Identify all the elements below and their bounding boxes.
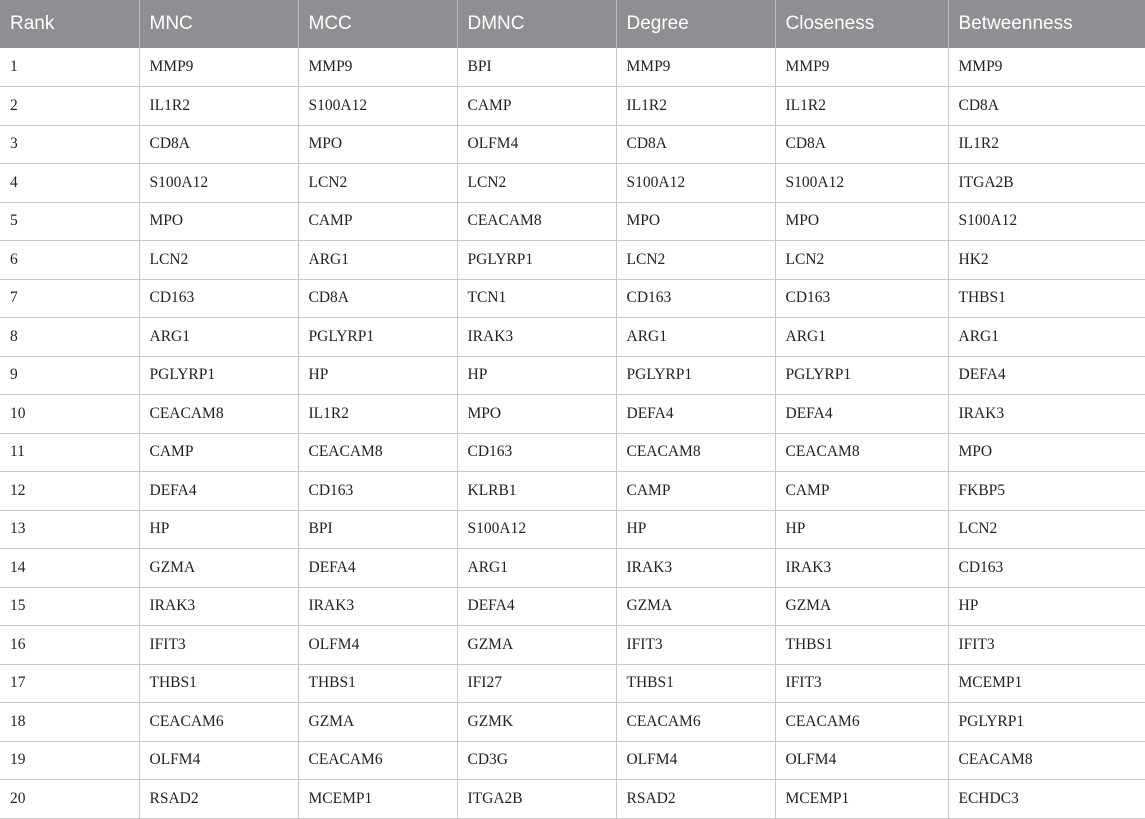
cell-mnc: CD163 bbox=[139, 279, 298, 318]
cell-betweenness: THBS1 bbox=[948, 279, 1145, 318]
cell-rank: 6 bbox=[0, 241, 139, 280]
cell-mnc: OLFM4 bbox=[139, 741, 298, 780]
cell-mnc: IRAK3 bbox=[139, 587, 298, 626]
table-row bbox=[0, 587, 1145, 626]
cell-mnc: MPO bbox=[139, 202, 298, 241]
cell-mnc: MMP9 bbox=[139, 48, 298, 87]
cell-betweenness: CD163 bbox=[948, 549, 1145, 588]
cell-degree: CD8A bbox=[616, 125, 775, 164]
cell-mnc: CEACAM6 bbox=[139, 703, 298, 742]
cell-mcc: THBS1 bbox=[298, 664, 457, 703]
table-row bbox=[0, 780, 1145, 819]
cell-dmnc: CEACAM8 bbox=[457, 202, 616, 241]
table-row bbox=[0, 241, 1145, 280]
cell-rank: 17 bbox=[0, 664, 139, 703]
cell-mnc: IL1R2 bbox=[139, 87, 298, 126]
cell-degree: CAMP bbox=[616, 472, 775, 511]
cell-closeness: IL1R2 bbox=[775, 87, 948, 126]
cell-degree: OLFM4 bbox=[616, 741, 775, 780]
cell-dmnc: TCN1 bbox=[457, 279, 616, 318]
table-row bbox=[0, 626, 1145, 665]
cell-betweenness: MCEMP1 bbox=[948, 664, 1145, 703]
cell-rank: 16 bbox=[0, 626, 139, 665]
cell-degree: THBS1 bbox=[616, 664, 775, 703]
cell-mcc: HP bbox=[298, 356, 457, 395]
cell-mcc: LCN2 bbox=[298, 164, 457, 203]
cell-mnc: CEACAM8 bbox=[139, 395, 298, 434]
cell-dmnc: CD163 bbox=[457, 433, 616, 472]
cell-betweenness: PGLYRP1 bbox=[948, 703, 1145, 742]
cell-mnc: THBS1 bbox=[139, 664, 298, 703]
cell-rank: 12 bbox=[0, 472, 139, 511]
cell-betweenness: ECHDC3 bbox=[948, 780, 1145, 819]
cell-mcc: DEFA4 bbox=[298, 549, 457, 588]
cell-closeness: HP bbox=[775, 510, 948, 549]
table-row bbox=[0, 279, 1145, 318]
cell-dmnc: PGLYRP1 bbox=[457, 241, 616, 280]
cell-dmnc: MPO bbox=[457, 395, 616, 434]
cell-mnc: IFIT3 bbox=[139, 626, 298, 665]
table-row bbox=[0, 741, 1145, 780]
cell-betweenness: IL1R2 bbox=[948, 125, 1145, 164]
cell-dmnc: OLFM4 bbox=[457, 125, 616, 164]
cell-closeness: OLFM4 bbox=[775, 741, 948, 780]
table-row bbox=[0, 164, 1145, 203]
cell-dmnc: IRAK3 bbox=[457, 318, 616, 357]
cell-mnc: LCN2 bbox=[139, 241, 298, 280]
table-row bbox=[0, 87, 1145, 126]
cell-closeness: CEACAM8 bbox=[775, 433, 948, 472]
cell-mnc: GZMA bbox=[139, 549, 298, 588]
cell-rank: 19 bbox=[0, 741, 139, 780]
cell-dmnc: GZMK bbox=[457, 703, 616, 742]
column-header-degree: Degree bbox=[616, 0, 775, 48]
cell-closeness: CAMP bbox=[775, 472, 948, 511]
cell-mnc: S100A12 bbox=[139, 164, 298, 203]
cell-closeness: CD8A bbox=[775, 125, 948, 164]
cell-rank: 13 bbox=[0, 510, 139, 549]
cell-closeness: MPO bbox=[775, 202, 948, 241]
cell-degree: RSAD2 bbox=[616, 780, 775, 819]
cell-degree: ARG1 bbox=[616, 318, 775, 357]
table-row bbox=[0, 356, 1145, 395]
cell-dmnc: KLRB1 bbox=[457, 472, 616, 511]
cell-betweenness: MMP9 bbox=[948, 48, 1145, 87]
cell-rank: 1 bbox=[0, 48, 139, 87]
cell-degree: PGLYRP1 bbox=[616, 356, 775, 395]
cell-degree: MMP9 bbox=[616, 48, 775, 87]
cell-betweenness: LCN2 bbox=[948, 510, 1145, 549]
cell-closeness: MCEMP1 bbox=[775, 780, 948, 819]
cell-dmnc: S100A12 bbox=[457, 510, 616, 549]
table-body bbox=[0, 48, 1145, 818]
cell-rank: 10 bbox=[0, 395, 139, 434]
cell-mcc: ARG1 bbox=[298, 241, 457, 280]
cell-mcc: CEACAM8 bbox=[298, 433, 457, 472]
table-row bbox=[0, 125, 1145, 164]
column-header-dmnc: DMNC bbox=[457, 0, 616, 48]
cell-betweenness: CEACAM8 bbox=[948, 741, 1145, 780]
cell-betweenness: FKBP5 bbox=[948, 472, 1145, 511]
cell-dmnc: IFI27 bbox=[457, 664, 616, 703]
cell-closeness: CD163 bbox=[775, 279, 948, 318]
column-header-betweenness: Betweenness bbox=[948, 0, 1145, 48]
cell-betweenness: MPO bbox=[948, 433, 1145, 472]
table-header bbox=[0, 0, 1145, 48]
cell-closeness: IRAK3 bbox=[775, 549, 948, 588]
cell-degree: DEFA4 bbox=[616, 395, 775, 434]
cell-closeness: PGLYRP1 bbox=[775, 356, 948, 395]
cell-betweenness: ITGA2B bbox=[948, 164, 1145, 203]
cell-rank: 7 bbox=[0, 279, 139, 318]
cell-mnc: CD8A bbox=[139, 125, 298, 164]
cell-rank: 9 bbox=[0, 356, 139, 395]
cell-mnc: HP bbox=[139, 510, 298, 549]
cell-closeness: IFIT3 bbox=[775, 664, 948, 703]
table-row bbox=[0, 202, 1145, 241]
cell-rank: 11 bbox=[0, 433, 139, 472]
cell-dmnc: BPI bbox=[457, 48, 616, 87]
cell-mcc: MCEMP1 bbox=[298, 780, 457, 819]
column-header-rank: Rank bbox=[0, 0, 139, 48]
cell-mcc: CD8A bbox=[298, 279, 457, 318]
cell-mnc: ARG1 bbox=[139, 318, 298, 357]
cell-closeness: THBS1 bbox=[775, 626, 948, 665]
cell-dmnc: LCN2 bbox=[457, 164, 616, 203]
column-header-mcc: MCC bbox=[298, 0, 457, 48]
cell-dmnc: HP bbox=[457, 356, 616, 395]
cell-mcc: CD163 bbox=[298, 472, 457, 511]
cell-degree: GZMA bbox=[616, 587, 775, 626]
cell-degree: IFIT3 bbox=[616, 626, 775, 665]
cell-rank: 4 bbox=[0, 164, 139, 203]
cell-mnc: DEFA4 bbox=[139, 472, 298, 511]
table-row bbox=[0, 703, 1145, 742]
table-row bbox=[0, 433, 1145, 472]
cell-dmnc: CAMP bbox=[457, 87, 616, 126]
table-row bbox=[0, 549, 1145, 588]
cell-betweenness: HP bbox=[948, 587, 1145, 626]
cell-dmnc: GZMA bbox=[457, 626, 616, 665]
cell-mnc: PGLYRP1 bbox=[139, 356, 298, 395]
cell-closeness: MMP9 bbox=[775, 48, 948, 87]
cell-mcc: PGLYRP1 bbox=[298, 318, 457, 357]
cell-rank: 18 bbox=[0, 703, 139, 742]
cell-degree: CEACAM6 bbox=[616, 703, 775, 742]
table-row bbox=[0, 48, 1145, 87]
cell-rank: 15 bbox=[0, 587, 139, 626]
cell-rank: 2 bbox=[0, 87, 139, 126]
cell-mcc: MMP9 bbox=[298, 48, 457, 87]
cell-mnc: RSAD2 bbox=[139, 780, 298, 819]
table-row bbox=[0, 472, 1145, 511]
cell-degree: IL1R2 bbox=[616, 87, 775, 126]
cell-dmnc: ARG1 bbox=[457, 549, 616, 588]
cell-dmnc: ITGA2B bbox=[457, 780, 616, 819]
cell-betweenness: IRAK3 bbox=[948, 395, 1145, 434]
cell-betweenness: S100A12 bbox=[948, 202, 1145, 241]
cell-mnc: CAMP bbox=[139, 433, 298, 472]
cell-betweenness: CD8A bbox=[948, 87, 1145, 126]
cell-mcc: IL1R2 bbox=[298, 395, 457, 434]
cell-rank: 5 bbox=[0, 202, 139, 241]
cell-mcc: CAMP bbox=[298, 202, 457, 241]
column-header-mnc: MNC bbox=[139, 0, 298, 48]
cell-rank: 3 bbox=[0, 125, 139, 164]
cell-betweenness: ARG1 bbox=[948, 318, 1145, 357]
cell-mcc: CEACAM6 bbox=[298, 741, 457, 780]
cell-rank: 8 bbox=[0, 318, 139, 357]
cell-mcc: OLFM4 bbox=[298, 626, 457, 665]
cell-closeness: ARG1 bbox=[775, 318, 948, 357]
cell-closeness: GZMA bbox=[775, 587, 948, 626]
cell-dmnc: DEFA4 bbox=[457, 587, 616, 626]
table-row bbox=[0, 395, 1145, 434]
column-header-closeness: Closeness bbox=[775, 0, 948, 48]
table-row bbox=[0, 664, 1145, 703]
cell-closeness: LCN2 bbox=[775, 241, 948, 280]
cell-rank: 20 bbox=[0, 780, 139, 819]
cell-rank: 14 bbox=[0, 549, 139, 588]
cell-degree: S100A12 bbox=[616, 164, 775, 203]
header-row bbox=[0, 0, 1145, 48]
cell-dmnc: CD3G bbox=[457, 741, 616, 780]
cell-mcc: MPO bbox=[298, 125, 457, 164]
cell-mcc: BPI bbox=[298, 510, 457, 549]
table-row bbox=[0, 318, 1145, 357]
cell-degree: MPO bbox=[616, 202, 775, 241]
table-row bbox=[0, 510, 1145, 549]
cell-betweenness: HK2 bbox=[948, 241, 1145, 280]
cell-mcc: GZMA bbox=[298, 703, 457, 742]
cell-betweenness: DEFA4 bbox=[948, 356, 1145, 395]
cell-mcc: S100A12 bbox=[298, 87, 457, 126]
cell-degree: IRAK3 bbox=[616, 549, 775, 588]
cell-betweenness: IFIT3 bbox=[948, 626, 1145, 665]
cell-mcc: IRAK3 bbox=[298, 587, 457, 626]
cell-degree: HP bbox=[616, 510, 775, 549]
cell-degree: LCN2 bbox=[616, 241, 775, 280]
cell-closeness: DEFA4 bbox=[775, 395, 948, 434]
cell-degree: CEACAM8 bbox=[616, 433, 775, 472]
cell-closeness: S100A12 bbox=[775, 164, 948, 203]
cell-closeness: CEACAM6 bbox=[775, 703, 948, 742]
cell-degree: CD163 bbox=[616, 279, 775, 318]
